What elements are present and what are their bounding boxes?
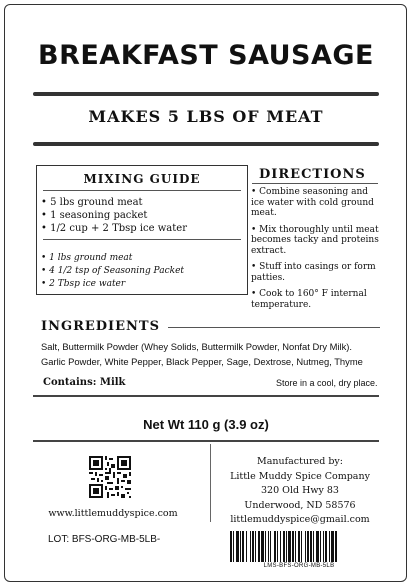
mixing-guide-box: [36, 165, 248, 295]
net-weight-rule-bottom: [33, 440, 379, 442]
batch-item: • 1/2 cup + 2 Tbsp ice water: [41, 222, 187, 235]
lot-number: LOT: BFS-ORG-MB-5LB-: [48, 534, 161, 545]
mixing-guide-divider: [43, 239, 241, 240]
barcode-icon: [229, 531, 369, 562]
mixing-guide-divider: [43, 190, 241, 191]
manufacturer-name: Little Muddy Spice Company: [230, 470, 370, 482]
directions-list: [251, 187, 381, 316]
website-link[interactable]: www.littlemuddyspice.com: [48, 508, 178, 519]
manufacturer-email[interactable]: littlemuddyspice@gmail.com: [230, 514, 370, 525]
direction-step: • Combine seasoning and ice water with cold ground meat.: [251, 187, 381, 219]
per-lb-item: • 1 lbs ground meat: [41, 252, 184, 265]
ingredients-text: [41, 339, 386, 369]
directions-title: DIRECTIONS: [259, 167, 366, 182]
ingredients-line: Garlic Powder, White Pepper, Black Pepper, Sage, Dextrose, Nutmeg, Thyme: [41, 356, 363, 367]
batch-item: • 5 lbs ground meat: [41, 196, 187, 209]
title-rule-bottom: [33, 142, 379, 146]
directions-divider: [252, 183, 378, 184]
manufacturer-heading: Manufactured by:: [257, 456, 343, 467]
barcode-text: LMS-BFS-ORG-MB-5LB: [263, 563, 335, 569]
ingredients-title: INGREDIENTS: [41, 319, 160, 334]
direction-step: • Cook to 160° F internal temperature.: [251, 289, 381, 310]
direction-step: • Stuff into casings or form patties.: [251, 262, 381, 283]
manufacturer-address: 320 Old Hwy 83: [261, 485, 339, 496]
direction-step: • Mix thoroughly until meat becomes tacky and proteins extract.: [251, 225, 381, 257]
batch-list: [41, 196, 187, 235]
mixing-guide-title: MIXING GUIDE: [83, 172, 201, 186]
manufacturer-block: [210, 455, 390, 528]
ingredients-line: Salt, Buttermilk Powder (Whey Solids, Buttermilk Powder, Nonfat Dry Milk).: [41, 341, 353, 352]
net-weight: Net Wt 110 g (3.9 oz): [143, 417, 269, 432]
per-lb-item: • 2 Tbsp ice water: [41, 278, 184, 291]
allergen-statement: Contains: Milk: [43, 377, 126, 388]
yield-text: MAKES 5 LBS OF MEAT: [88, 107, 324, 126]
title-rule-top: [33, 92, 379, 96]
qr-code-icon: [89, 456, 131, 498]
manufacturer-city: Underwood, ND 58576: [244, 499, 356, 511]
ingredients-divider: [168, 327, 380, 328]
per-lb-item: • 4 1/2 tsp of Seasoning Packet: [41, 265, 184, 278]
net-weight-rule-top: [33, 395, 379, 397]
product-title: BREAKFAST SAUSAGE: [37, 40, 375, 71]
batch-item: • 1 seasoning packet: [41, 209, 187, 222]
storage-instructions: Store in a cool, dry place.: [276, 378, 378, 388]
per-lb-list: [41, 252, 184, 291]
